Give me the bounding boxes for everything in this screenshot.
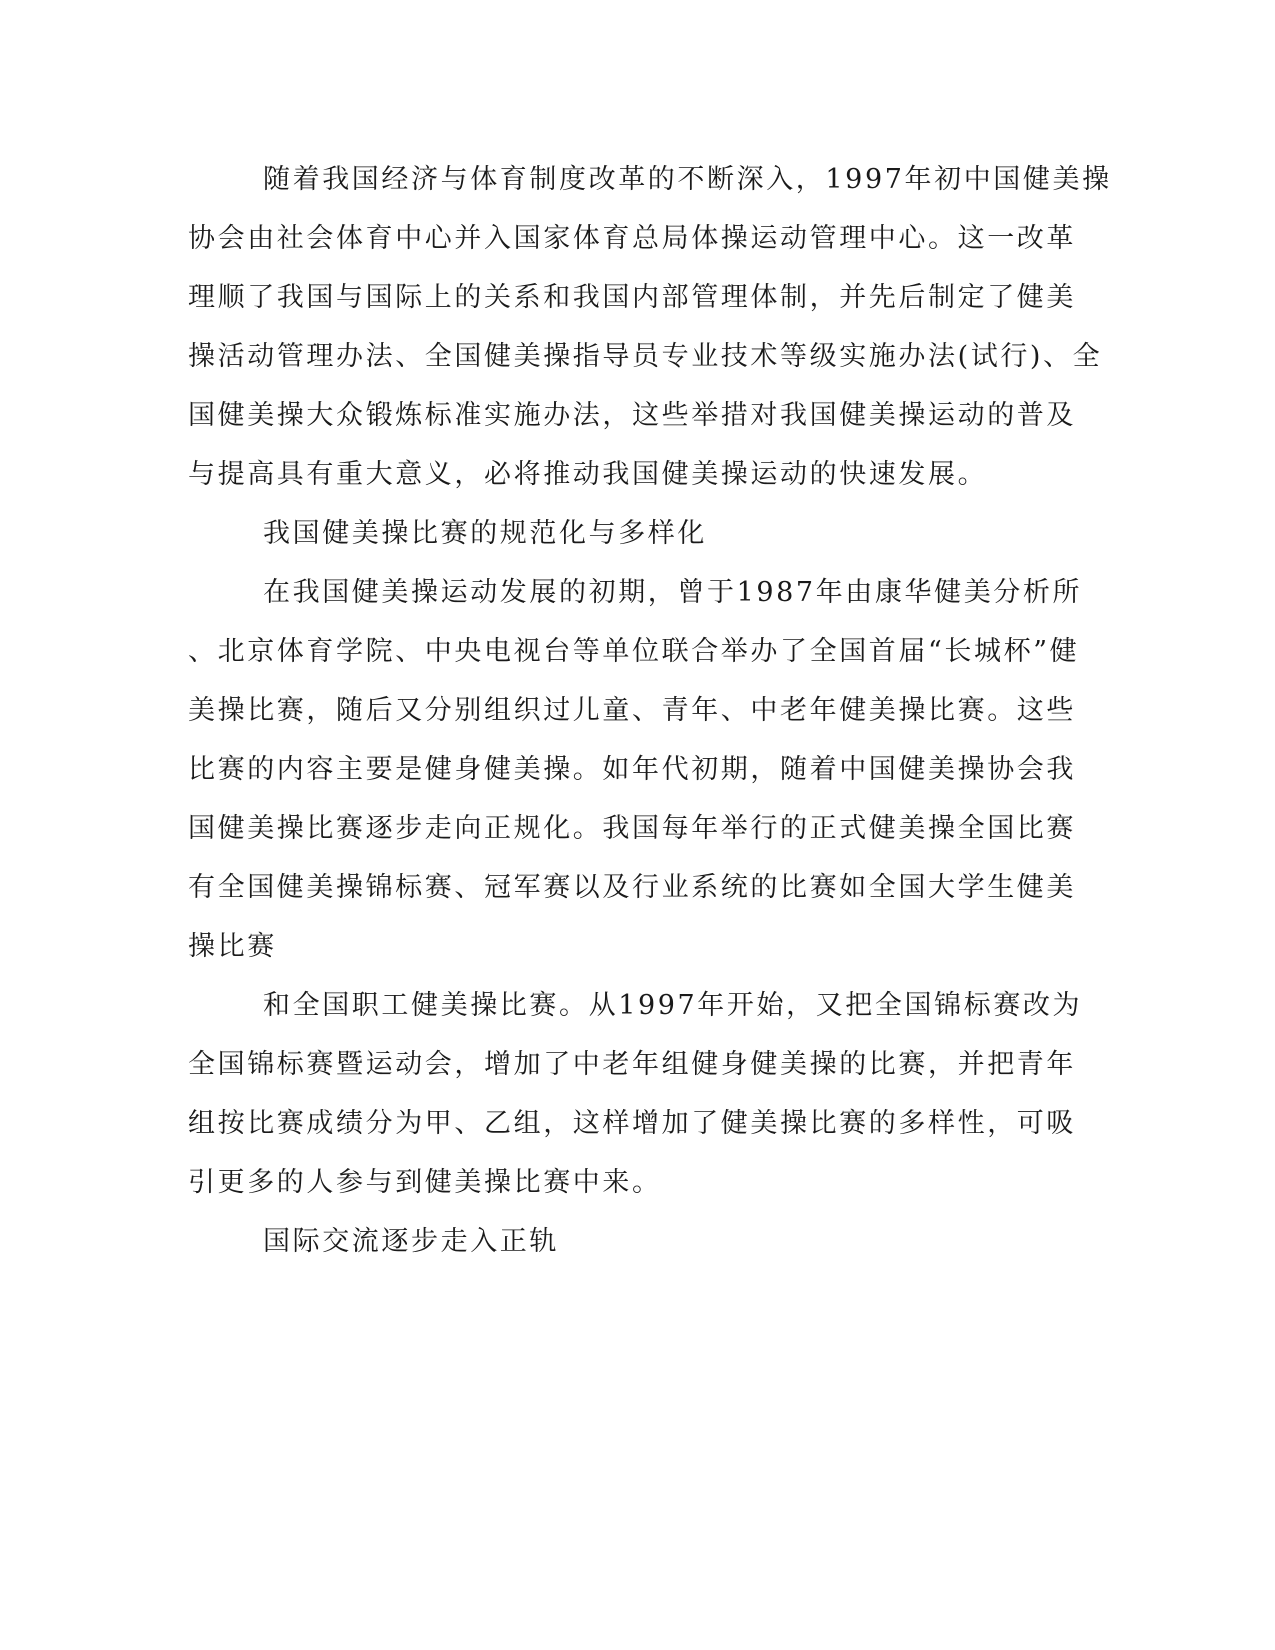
paragraph-3-line-2: 全国锦标赛暨运动会，增加了中老年组健身健美操的比赛，并把青年 bbox=[188, 1049, 1076, 1080]
paragraph-3-line-1: 和全国职工健美操比赛。从1997年开始，又把全国锦标赛改为 bbox=[263, 990, 1083, 1021]
paragraph-1-line-2: 协会由社会体育中心并入国家体育总局体操运动管理中心。这一改革 bbox=[188, 223, 1076, 254]
paragraph-2-line-1: 在我国健美操运动发展的初期，曾于1987年由康华健美分析所 bbox=[263, 577, 1083, 608]
paragraph-2-line-4: 比赛的内容主要是健身健美操。如年代初期，随着中国健美操协会我 bbox=[188, 754, 1076, 785]
paragraph-1-line-1: 随着我国经济与体育制度改革的不断深入，1997年初中国健美操 bbox=[263, 164, 1112, 195]
paragraph-1-line-5: 国健美操大众锻炼标准实施办法，这些举措对我国健美操运动的普及 bbox=[188, 400, 1076, 431]
paragraph-1-line-3: 理顺了我国与国际上的关系和我国内部管理体制，并先后制定了健美 bbox=[188, 282, 1076, 313]
paragraph-1-line-6: 与提高具有重大意义，必将推动我国健美操运动的快速发展。 bbox=[188, 459, 988, 490]
section-heading-international-exchange: 国际交流逐步走入正轨 bbox=[263, 1226, 559, 1257]
paragraph-3-line-3: 组按比赛成绩分为甲、乙组，这样增加了健美操比赛的多样性，可吸 bbox=[188, 1108, 1076, 1139]
paragraph-2-line-7: 操比赛 bbox=[188, 931, 277, 962]
paragraph-2-line-2: 、北京体育学院、中央电视台等单位联合举办了全国首届“长城杯”健 bbox=[188, 636, 1080, 667]
section-heading-competitions: 我国健美操比赛的规范化与多样化 bbox=[263, 518, 707, 549]
paragraph-2-line-5: 国健美操比赛逐步走向正规化。我国每年举行的正式健美操全国比赛 bbox=[188, 813, 1076, 844]
paragraph-2-line-3: 美操比赛，随后又分别组织过儿童、青年、中老年健美操比赛。这些 bbox=[188, 695, 1076, 726]
paragraph-3-line-4: 引更多的人参与到健美操比赛中来。 bbox=[188, 1167, 662, 1198]
paragraph-2-line-6: 有全国健美操锦标赛、冠军赛以及行业系统的比赛如全国大学生健美 bbox=[188, 872, 1076, 903]
paragraph-1-line-4: 操活动管理办法、全国健美操指导员专业技术等级实施办法(试行)、全 bbox=[188, 341, 1103, 372]
